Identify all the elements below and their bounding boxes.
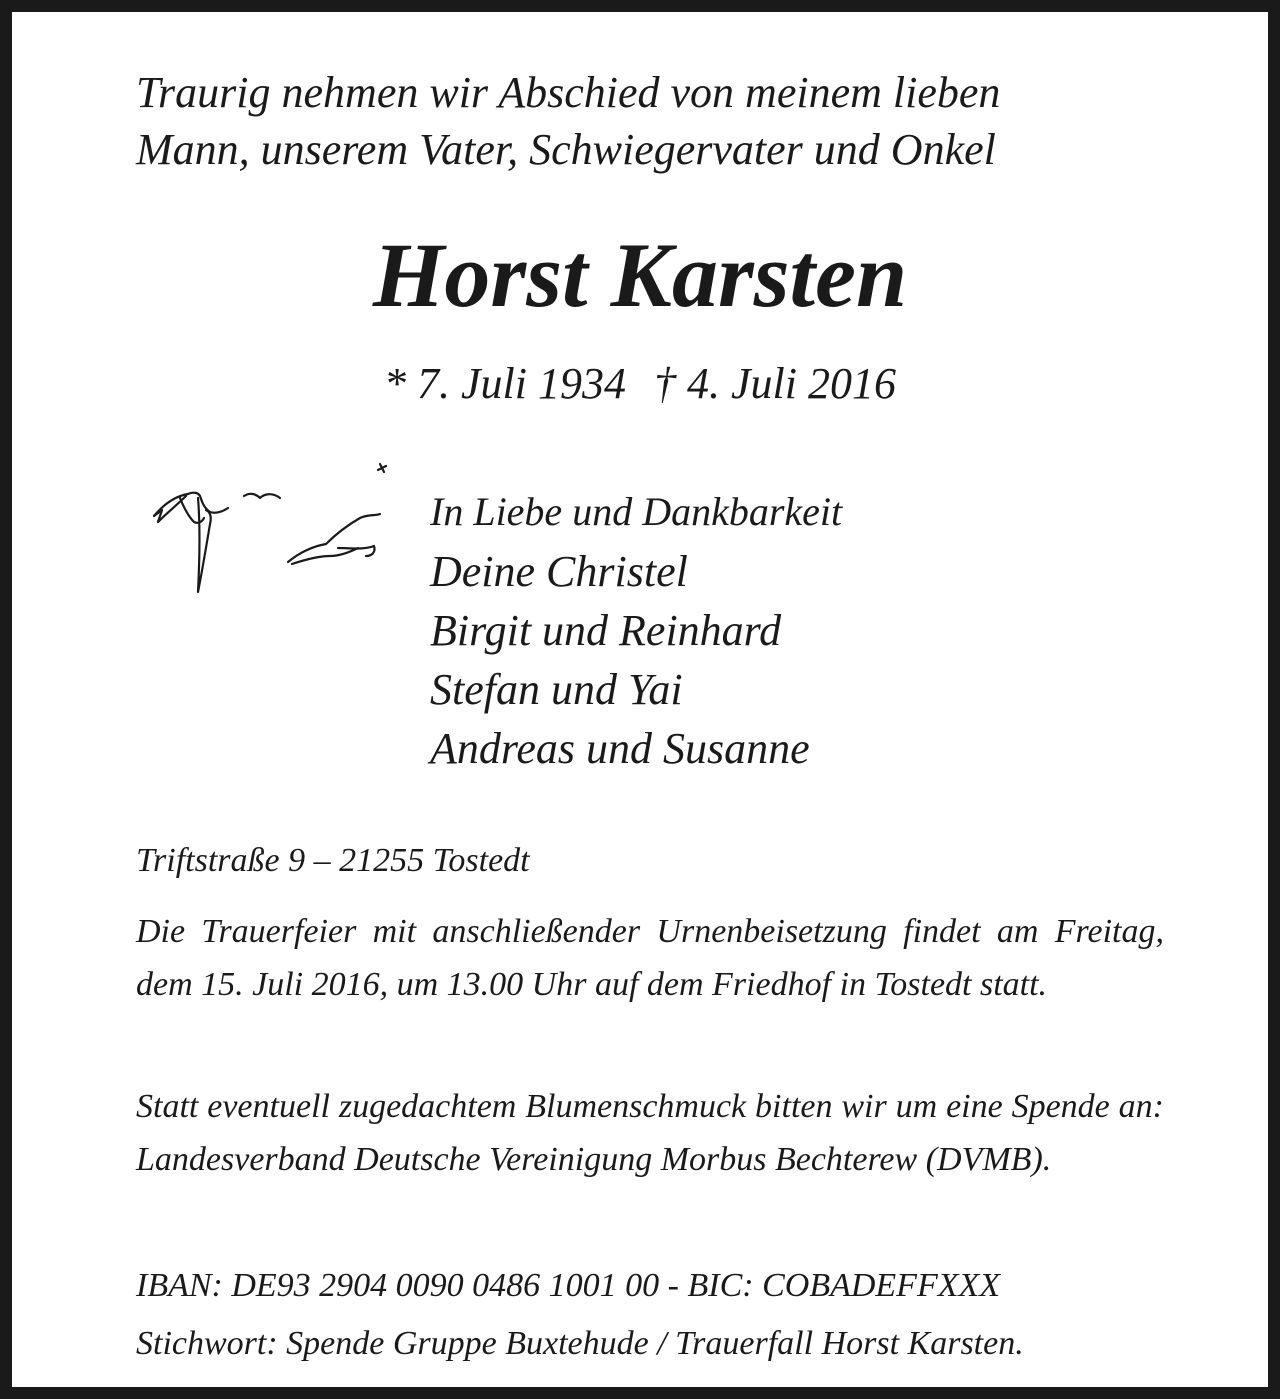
intro-text [136, 64, 1000, 178]
death-date: † 4. Juli 2016 [654, 359, 896, 408]
signoff-names [430, 542, 810, 778]
bank-keyword-line: Stichwort: Spende Gruppe Buxtehude / Trauerfall Horst Karsten. [136, 1325, 1024, 1362]
intro-line-1: Traurig nehmen wir Abschied von meinem lieben [136, 68, 1001, 117]
service-paragraph: Die Trauerfeier mit anschließender Urnenbeisetzung findet am Freitag, dem 15. Juli 2016, um 13.00 Uhr auf dem Friedhof in Tostedt statt. [136, 913, 1164, 1003]
signoff-heading: In Liebe und Dankbarkeit [430, 489, 843, 534]
life-dates [12, 356, 1268, 412]
intro-line-2: Mann, unserem Vater, Schwiegervater und Onkel [136, 125, 996, 174]
bank-details [136, 1257, 1024, 1373]
seagulls-icon [140, 452, 400, 612]
signoff-name: Birgit und Reinhard [430, 606, 782, 655]
signoff-name: Andreas und Susanne [430, 724, 810, 773]
deceased-name: Horst Karsten [372, 224, 908, 326]
signoff-name: Deine Christel [430, 547, 688, 596]
address: Triftstraße 9 – 21255 Tostedt [136, 842, 530, 879]
bank-iban-line: IBAN: DE93 2904 0090 0486 1001 00 - BIC: COBADEFFXXX [136, 1267, 1001, 1304]
signoff-name: Stefan und Yai [430, 665, 683, 714]
birth-date: * 7. Juli 1934 [384, 359, 626, 408]
donation-paragraph: Statt eventuell zugedachtem Blumenschmuck bitten wir um eine Spende an: Landesverband Deutsche Vereinigung Morbus Bechterew (DVMB). [136, 1088, 1164, 1178]
